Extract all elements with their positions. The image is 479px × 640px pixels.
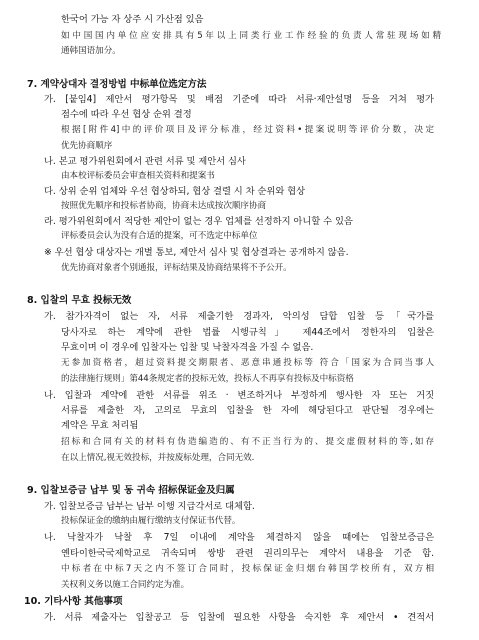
section-7-note-chinese: 优先协商对象者个别通报，评标结果及协商结果将不予公开。: [61, 263, 292, 273]
section-8-item-na-chinese: 在以上情况,视无效投标，并按废标处理，合同无效.: [61, 453, 255, 463]
section-7-item-da-chinese: 按照优先顺序和投标者协商，协商未达成按次顺序协商: [61, 201, 267, 211]
intro-chinese-line: 如中国国内单位应安排具有5年以上同类行业工作经验的负责人常驻现场如精: [61, 31, 441, 41]
section-10-item-ga: 가. 서류 제출자는 입찰공고 등 입찰에 필요한 사항을 숙지한 후 제안서 • 견적서: [44, 612, 434, 623]
section-8-item-na: 계약은 무효 처리됨: [61, 420, 139, 431]
section-7-item-da: 다. 상위 순위 업체와 우선 협상하되, 협상 결렬 시 차 순위와 협상: [44, 186, 306, 197]
section-8-item-na: 나. 입찰과 계약에 관한 서류를 위조 · 변조하거나 부정하게 행사한 자 또는 거짓: [44, 390, 434, 401]
section-10-heading: 10. 기타사항 其他事项: [24, 596, 123, 607]
section-7-item-na-chinese: 由本校评标委员会审查相关资料和提案书: [61, 171, 215, 181]
section-8-heading: 8. 입찰의 무효 投标无效: [27, 295, 132, 306]
section-9-heading: 9. 입찰보증금 납부 및 동 귀속 招标保证金及归属: [27, 485, 235, 496]
section-9-item-na: 옌타이한국국제학교로 귀속되며 쌍방 관련 권리의무는 계약서 내용을 기준 함.: [61, 548, 434, 559]
section-7-item-ga: 점수에 따라 우선 협상 순위 결정: [61, 109, 192, 120]
section-8-item-ga: 당사자로 하는 계약에 관한 법률 시행규칙」 제44조에서 정한자의 입찰은: [61, 327, 434, 338]
intro-korean-line: 한국어 가능 자 상주 시 가산점 있음: [61, 14, 204, 25]
section-9-item-ga: 가. 입찰보증금 납부는 납부 이행 지급각서로 대체함.: [44, 501, 255, 512]
section-7-item-ga-chinese: 优先协商顺序: [61, 141, 113, 151]
section-8-item-ga: 무효이며 이 경우에 입찰자는 입찰 및 낙찰자격을 가질 수 없음.: [61, 342, 314, 353]
section-7-item-ga-chinese: 根据[附件4]中的评价项目及评分标准，经过资料•提案说明等评价分数，决定: [61, 125, 434, 135]
section-7-note: ※ 우선 협상 대상자는 개별 통보, 제안서 심사 및 협상결과는 공개하지 않음.: [44, 247, 349, 258]
section-7-item-ga: 가. [붙임4] 제안서 평가항목 및 배점 기준에 따라 서류·제안설명 등을 거쳐 평가: [44, 94, 434, 105]
section-8-item-na: 서류를 제출한 자, 고의로 무효의 입찰을 한 자에 해당된다고 판단될 경우에는: [61, 405, 434, 416]
section-7-item-na: 나. 본교 평가위원회에서 관련 서류 및 제안서 심사: [44, 156, 246, 167]
section-9-item-na-chinese: 关权利义务以施工合同约定为准。: [61, 580, 190, 590]
section-8-item-na-chinese: 招标和合同有关的材料有伪造编造的、有不正当行为的、提交虚假材料的等,如存: [61, 437, 434, 447]
section-7-heading: 7. 계약상대자 결정방법 中标单位选定方法: [27, 79, 207, 90]
section-8-item-ga: 가. 참가자격이 없는 자, 서류 제출기한 경과자, 악의성 담합 입찰 등「국가를: [44, 311, 434, 322]
section-8-item-ga-chinese: 的法律施行规则」第44条规定者的投标无效，投标人不再享有投标及中标资格: [61, 374, 354, 384]
section-7-item-ra: 라. 평가위원회에서 적당한 제안이 없는 경우 업체를 선정하지 아니할 수 있음: [44, 216, 353, 227]
intro-chinese-line: 通韩国语加分。: [61, 46, 121, 56]
section-9-item-na: 나. 낙찰자가 낙찰 후 7일 이내에 계약을 체결하지 않을 때에는 입찰보증금은: [44, 532, 434, 543]
section-8-item-ga-chinese: 无参加资格者，超过资料提交期限者、恶意串通投标等 符合「国家为合同当事人: [61, 358, 434, 368]
section-7-item-ra-chinese: 评标委员会认为没有合适的提案，可不选定中标单位: [61, 231, 258, 241]
section-9-item-ga-chinese: 投标保证金的缴纳由履行缴纳支付保证书代替。: [61, 516, 241, 526]
section-9-item-na-chinese: 中标者在中标7天之内不签订合同时，投标保证金归烟台韩国学校所有，双方相: [61, 564, 434, 574]
